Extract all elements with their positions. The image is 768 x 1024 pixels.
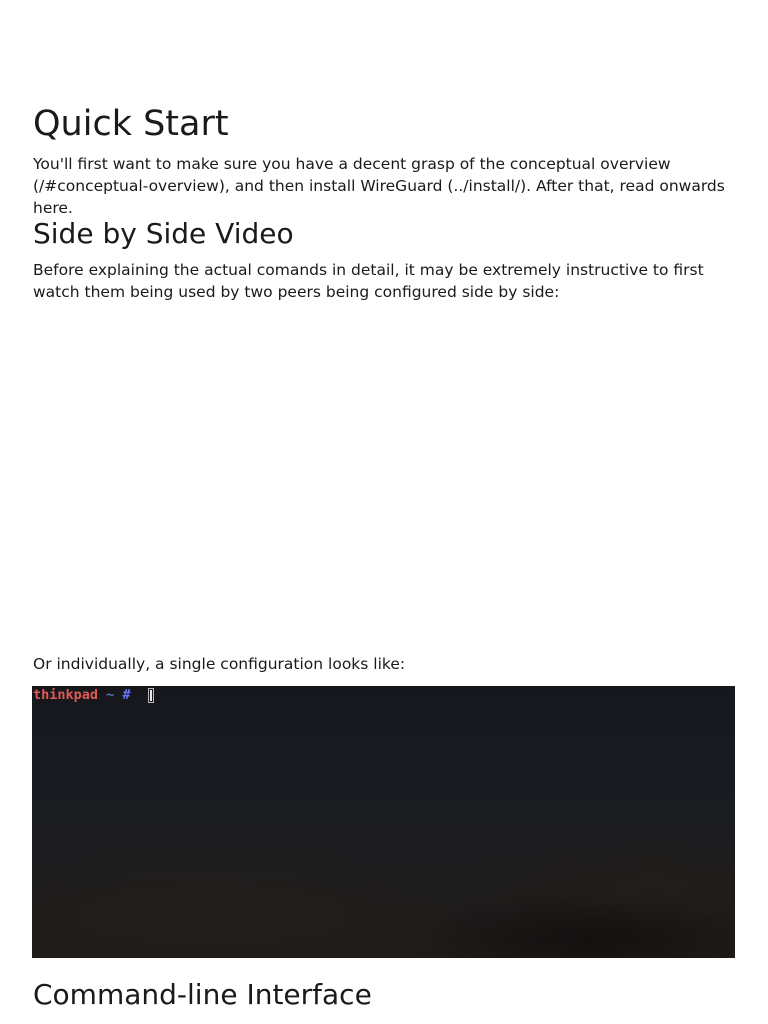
terminal-prompt [33, 687, 131, 704]
page-title: Quick Start [33, 104, 229, 144]
intro-paragraph: You'll first want to make sure you have a decent grasp of the conceptual overview (/#conceptual-overview), and then install WireGuard (../install/). After that, read onwards here. [33, 155, 725, 217]
terminal-path: ~ [106, 687, 115, 703]
section-heading-command-line-interface: Command-line Interface [33, 978, 372, 1011]
terminal-prompt-symbol: # [122, 687, 131, 703]
single-config-description: Or individually, a single configuration looks like: [33, 655, 406, 673]
section-heading-side-by-side-video: Side by Side Video [33, 217, 294, 250]
video-description: Before explaining the actual comands in detail, it may be extremely instructive to first watch them being used by two peers being configured side by side: [33, 261, 704, 301]
terminal-recording[interactable] [32, 686, 735, 958]
side-by-side-video-player[interactable] [33, 315, 735, 635]
terminal-cursor-icon [148, 688, 154, 703]
terminal-hostname: thinkpad [33, 687, 99, 703]
